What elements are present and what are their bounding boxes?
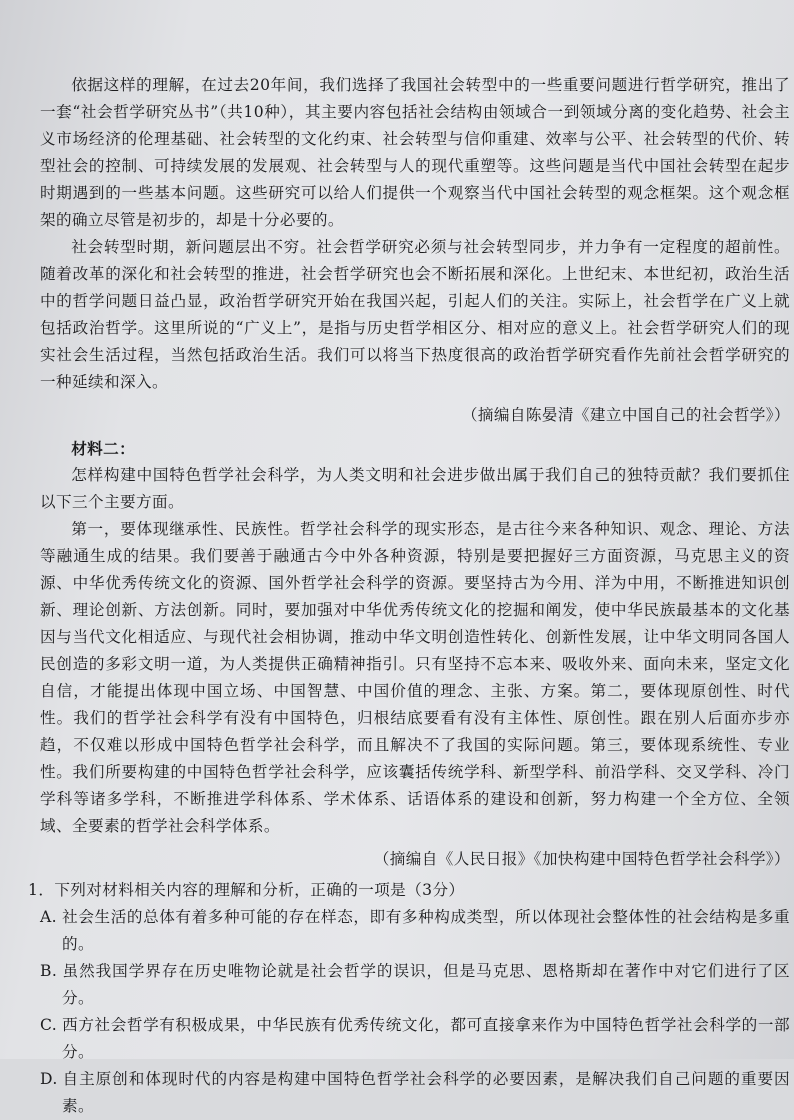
option-d: [40, 1066, 790, 1120]
option-b-text: 虽然我国学界存在历史唯物论就是社会哲学的误识，但是马克思、恩格斯却在著作中对它们进行了区分。: [62, 962, 790, 1007]
option-d-text: 自主原创和体现时代的内容是构建中国特色哲学社会科学的必要因素，是解决我们自己问题的重要因素。: [62, 1070, 790, 1115]
option-b-letter: B.: [40, 962, 58, 980]
option-c-letter: C.: [40, 1016, 58, 1034]
material-one-paragraph-1: 依据这样的理解，在过去20年间，我们选择了我国社会转型中的一些重要问题进行哲学研究，推出了一套“社会哲学研究丛书”（共10种），其主要内容包括社会结构由领域合一到领域分离的变化趋势、社会主义市场经济的伦理基础、社会转型的文化约束、社会转型与信仰重建、效率与公平、社会转型的代价、转型社会的控制、可持续发展的发展观、社会转型与人的现代重塑等。这些问题是当代中国社会转型在起步时期遇到的一些基本问题。这些研究可以给人们提供一个观察当代中国社会转型的观念框架。这个观念框架的确立尽管是初步的，却是十分必要的。: [40, 76, 790, 229]
material-two-paragraph-2: 第一，要体现继承性、民族性。哲学社会科学的现实形态，是古往今来各种知识、观念、理论、方法等融通生成的结果。我们要善于融通古今中外各种资源，特别是要把握好三方面资源，马克思主义的资源、中华优秀传统文化的资源、国外哲学社会科学的资源。要坚持古为今用、洋为中用，不断推进知识创新、理论创新、方法创新。同时，要加强对中华优秀传统文化的挖掘和阐发，使中华民族最基本的文化基因与当代文化相适应、与现代社会相协调，推动中华文明创造性转化、创新性发展，让中华文明同各国人民创造的多彩文明一道，为人类提供正确精神指引。只有坚持不忘本来、吸收外来、面向未来，坚定文化自信，才能提出体现中国立场、中国智慧、中国价值的理念、主张、方案。第二，要体现原创性、时代性。我们的哲学社会科学有没有中国特色，归根结底要看有没有主体性、原创性。跟在别人后面亦步亦趋，不仅难以形成中国特色哲学社会科学，而且解决不了我国的实际问题。第三，要体现系统性、专业性。我们所要构建的中国特色哲学社会科学，应该囊括传统学科、新型学科、前沿学科、交叉学科、冷门学科等诸多学科，不断推进学科体系、学术体系、话语体系的建设和创新，努力构建一个全方位、全领域、全要素的哲学社会科学体系。: [40, 520, 790, 835]
question-stem: 1．下列对材料相关内容的理解和分析，正确的一项是（3分）: [28, 881, 465, 899]
option-c: [40, 1012, 790, 1066]
material-one-paragraph-2: 社会转型时期，新问题层出不穷。社会哲学研究必须与社会转型同步，并力争有一定程度的超前性。随着改革的深化和社会转型的推进，社会哲学研究也会不断拓展和深化。上世纪末、本世纪初，政治生活中的哲学问题日益凸显，政治哲学研究开始在我国兴起，引起人们的关注。实际上，社会哲学在广义上就包括政治哲学。这里所说的“广义上”，是指与历史哲学相区分、相对应的意义上。社会哲学研究人们的现实社会生活过程，当然包括政治生活。我们可以将当下热度很高的政治哲学研究看作先前社会哲学研究的一种延续和深入。: [40, 238, 790, 391]
option-a-text: 社会生活的总体有着多种可能的存在样态，即有多种构成类型，所以体现社会整体性的社会结构是多重的。: [62, 908, 790, 953]
material-one-source: （摘编自陈晏清《建立中国自己的社会哲学》）: [461, 406, 790, 424]
option-a: [40, 904, 790, 958]
material-two-heading: 材料二：: [71, 439, 136, 458]
option-d-letter: D.: [40, 1070, 58, 1088]
option-b: [40, 958, 790, 1012]
option-c-text: 西方社会哲学有积极成果，中华民族有优秀传统文化，都可直接拿来作为中国特色哲学社会科学的一部分。: [62, 1016, 790, 1061]
material-two-source: （摘编自《人民日报》《加快构建中国特色哲学社会科学》）: [373, 850, 790, 868]
option-a-letter: A.: [40, 908, 58, 926]
document-body: [28, 72, 790, 1120]
material-two-paragraph-1: 怎样构建中国特色哲学社会科学，为人类文明和社会进步做出属于我们自己的独特贡献？我们要抓住以下三个主要方面。: [40, 466, 790, 511]
